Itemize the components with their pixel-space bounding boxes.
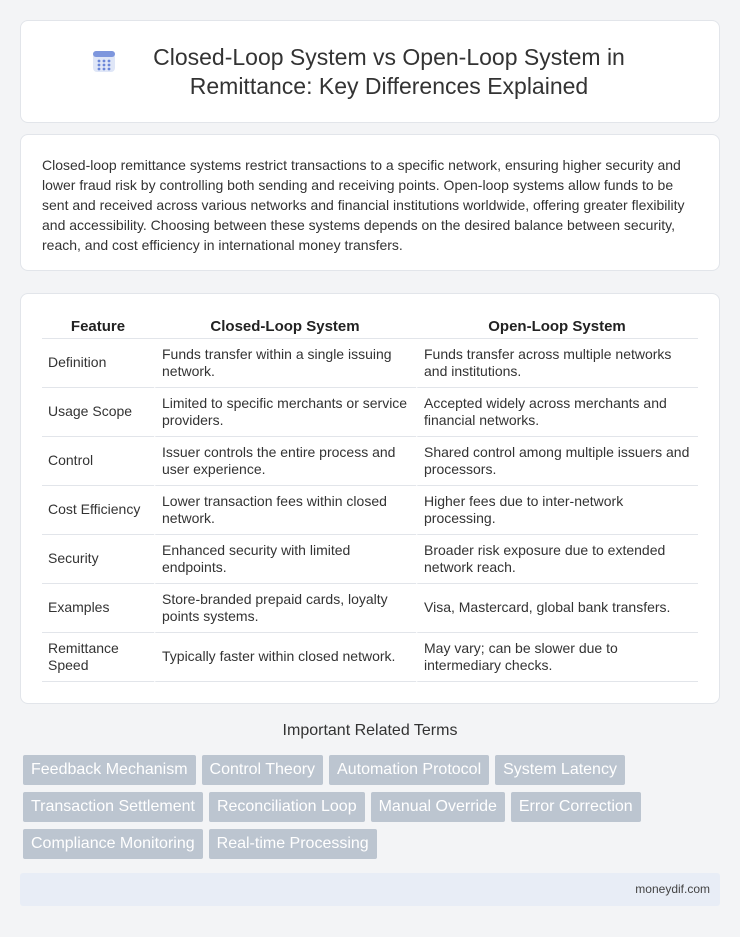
tag-real-time-processing[interactable]: Real-time Processing <box>209 829 377 859</box>
tag-row <box>23 755 723 785</box>
tag-row <box>23 829 723 859</box>
cell-feature: Control <box>42 437 154 486</box>
intro-card <box>20 134 720 271</box>
intro-paragraph: Closed-loop remittance systems restrict transactions to a specific network, ensuring higher security and lower fraud risk by controlling both sending and receiving points. Open-loop systems allow funds to be sent and received across various networks and financial institutions worldwide, offering greater flexibility and accessibility. Choosing between these systems depends on the desired balance between security, reach, and cost efficiency in international money transfers. <box>42 157 685 253</box>
cell-closed: Limited to specific merchants or service providers. <box>154 388 416 437</box>
cell-open: Broader risk exposure due to extended network reach. <box>416 535 698 584</box>
cell-closed: Enhanced security with limited endpoints. <box>154 535 416 584</box>
header-feature: Feature <box>42 312 154 339</box>
tag-feedback-mechanism[interactable]: Feedback Mechanism <box>23 755 196 785</box>
cell-open: Funds transfer across multiple networks and institutions. <box>416 339 698 388</box>
cell-feature: Security <box>42 535 154 584</box>
tag-error-correction[interactable]: Error Correction <box>511 792 641 822</box>
related-terms-heading: Important Related Terms <box>282 722 458 739</box>
cell-closed: Store-branded prepaid cards, loyalty points systems. <box>154 584 416 633</box>
table-row <box>42 388 698 437</box>
tag-control-theory[interactable]: Control Theory <box>202 755 324 785</box>
table-row <box>42 633 698 682</box>
cell-feature: Usage Scope <box>42 388 154 437</box>
tag-compliance-monitoring[interactable]: Compliance Monitoring <box>23 829 203 859</box>
cell-open: May vary; can be slower due to intermediary checks. <box>416 633 698 682</box>
table-row <box>42 535 698 584</box>
footer <box>20 873 720 906</box>
cell-closed: Lower transaction fees within closed network. <box>154 486 416 535</box>
cell-feature: Cost Efficiency <box>42 486 154 535</box>
tag-automation-protocol[interactable]: Automation Protocol <box>329 755 489 785</box>
table-row <box>42 437 698 486</box>
table-header-row <box>42 312 698 339</box>
comparison-table <box>42 312 698 682</box>
tag-transaction-settlement[interactable]: Transaction Settlement <box>23 792 203 822</box>
table-row <box>42 339 698 388</box>
cell-closed: Issuer controls the entire process and user experience. <box>154 437 416 486</box>
cell-open: Accepted widely across merchants and financial networks. <box>416 388 698 437</box>
tag-system-latency[interactable]: System Latency <box>495 755 625 785</box>
title-wrap <box>91 43 649 101</box>
header-closed-loop: Closed-Loop System <box>154 312 416 339</box>
cell-open: Shared control among multiple issuers and processors. <box>416 437 698 486</box>
footer-site-link[interactable]: moneydif.com <box>635 882 710 896</box>
cell-closed: Funds transfer within a single issuing network. <box>154 339 416 388</box>
cell-open: Higher fees due to inter-network processing. <box>416 486 698 535</box>
tag-manual-override[interactable]: Manual Override <box>371 792 505 822</box>
table-row <box>42 486 698 535</box>
calendar-grid-icon <box>91 48 117 74</box>
tag-row <box>23 792 723 822</box>
page-title: Closed-Loop System vs Open-Loop System in Remittance: Key Differences Explained <box>153 43 625 99</box>
related-terms-tags <box>23 755 723 866</box>
cell-feature: Remittance Speed <box>42 633 154 682</box>
cell-closed: Typically faster within closed network. <box>154 633 416 682</box>
cell-feature: Definition <box>42 339 154 388</box>
cell-open: Visa, Mastercard, global bank transfers. <box>416 584 698 633</box>
comparison-card <box>20 293 720 704</box>
title-card <box>20 20 720 123</box>
table-row <box>42 584 698 633</box>
cell-feature: Examples <box>42 584 154 633</box>
tag-reconciliation-loop[interactable]: Reconciliation Loop <box>209 792 365 822</box>
header-open-loop: Open-Loop System <box>416 312 698 339</box>
